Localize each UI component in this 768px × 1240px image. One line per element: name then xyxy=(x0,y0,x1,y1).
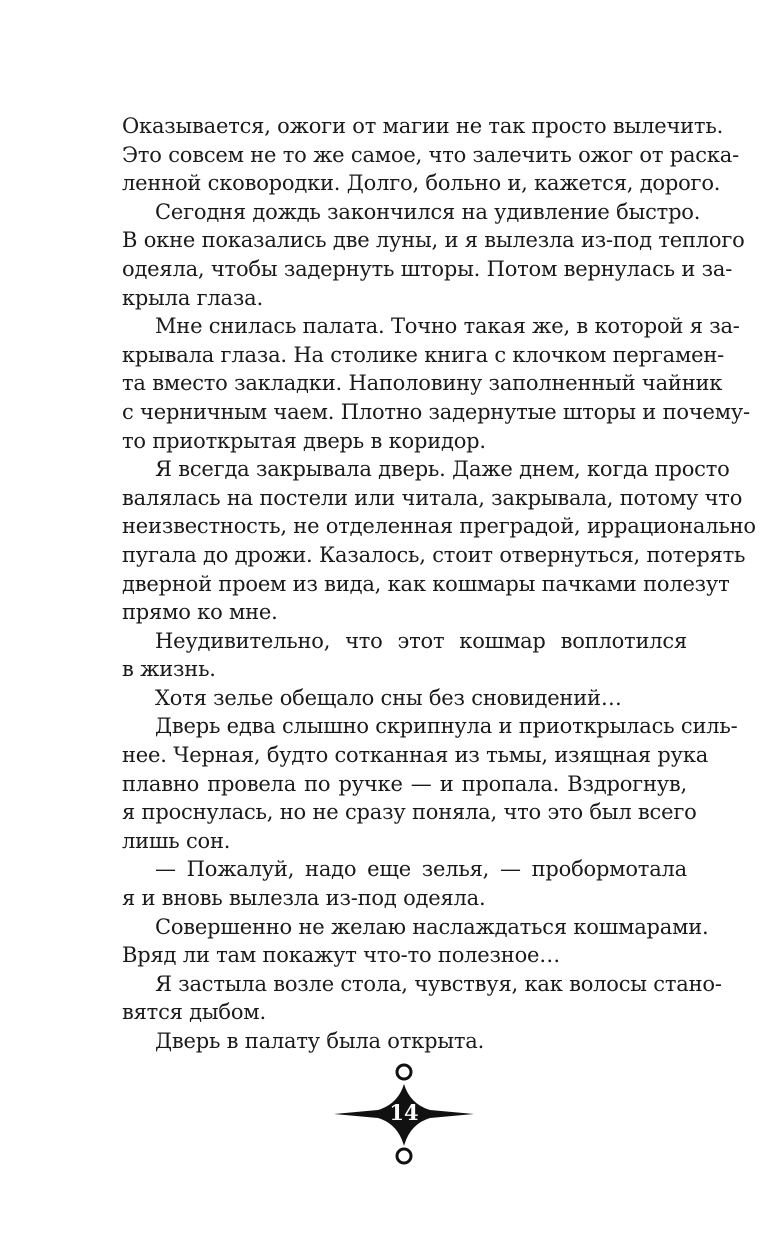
text-line: Совершенно не желаю наслаждаться кошмарами. xyxy=(155,914,709,939)
text-line: с черничным чаем. Плотно задернутые шторы и почему- xyxy=(122,399,750,424)
text-line: ленной сковородки. Долго, больно и, кажется, дорого. xyxy=(122,171,721,196)
text-line: Дверь в палату была открыта. xyxy=(155,1029,485,1053)
text-line: Я застыла возле стола, чувствуя, как волосы стано- xyxy=(155,971,722,996)
text-line: Дверь едва слышно скрипнула и приоткрылась силь- xyxy=(155,714,738,739)
text-line: крыла глаза. xyxy=(122,285,263,310)
text-line: одеяла, чтобы задернуть шторы. Потом вернулась и за- xyxy=(122,256,733,281)
text-line: Неудивительно, что этот кошмар воплотился xyxy=(155,628,687,653)
text-line: прямо ко мне. xyxy=(122,600,278,625)
text-line: дверной проем из вида, как кошмары пачками полезут xyxy=(122,571,730,596)
text-line: плавно провела по ручке — и пропала. Вздрогнув, xyxy=(122,771,687,796)
paragraph-7 xyxy=(122,712,738,855)
paragraph-10 xyxy=(122,970,722,1027)
text-line: крывала глаза. На столике книга с клочком пергамен- xyxy=(122,342,725,367)
paragraph-3 xyxy=(122,312,750,455)
text-line: Оказывается, ожоги от магии не так просто вылечить. xyxy=(122,114,724,138)
text-line: неизвестность, не отделенная преградой, иррационально xyxy=(122,514,756,539)
page-body xyxy=(122,112,756,1056)
text-line: Я всегда закрывала дверь. Даже днем, когда просто xyxy=(155,457,730,482)
text-line: В окне показались две луны, и я вылезла из-под теплого xyxy=(122,228,745,253)
text-line: та вместо закладки. Наполовину заполненный чайник xyxy=(122,371,723,396)
paragraph-8 xyxy=(122,855,687,912)
text-line: Сегодня дождь закончился на удивление быстро. xyxy=(155,199,701,224)
text-line: Хотя зелье обещало сны без сновидений… xyxy=(155,685,622,710)
paragraph-6 xyxy=(122,684,687,713)
text-line: вятся дыбом. xyxy=(122,1000,266,1025)
text-line: то приоткрытая дверь в коридор. xyxy=(122,428,486,453)
text-line: пугала до дрожи. Казалось, стоит отвернуться, потерять xyxy=(122,542,746,567)
text-line: Это совсем не то же самое, что залечить ожог от раска- xyxy=(122,142,739,167)
text-line: я проснулась, но не сразу поняла, что это был всего xyxy=(122,800,697,825)
paragraph-4 xyxy=(122,455,756,627)
text-line: Вряд ли там покажут что-то полезное… xyxy=(122,943,561,968)
paragraph-5 xyxy=(122,627,687,684)
text-line: в жизнь. xyxy=(122,657,216,682)
text-line: валялась на постели или читала, закрывала, потому что xyxy=(122,485,743,510)
chapter-ornament xyxy=(334,1060,474,1170)
text-line: лишь сон. xyxy=(122,828,231,853)
chapter-number: 14 xyxy=(389,1100,419,1125)
text-line: — Пожалуй, надо еще зелья, — пробормотала xyxy=(155,857,687,882)
paragraph-1 xyxy=(122,112,739,198)
paragraph-11 xyxy=(122,1027,687,1056)
paragraph-2 xyxy=(122,198,745,312)
text-line: я и вновь вылезла из-под одеяла. xyxy=(122,886,486,911)
paragraph-9 xyxy=(122,913,709,970)
text-line: нее. Черная, будто сотканная из тьмы, изящная рука xyxy=(122,743,709,768)
text-line: Мне снилась палата. Точно такая же, в которой я за- xyxy=(155,314,740,339)
